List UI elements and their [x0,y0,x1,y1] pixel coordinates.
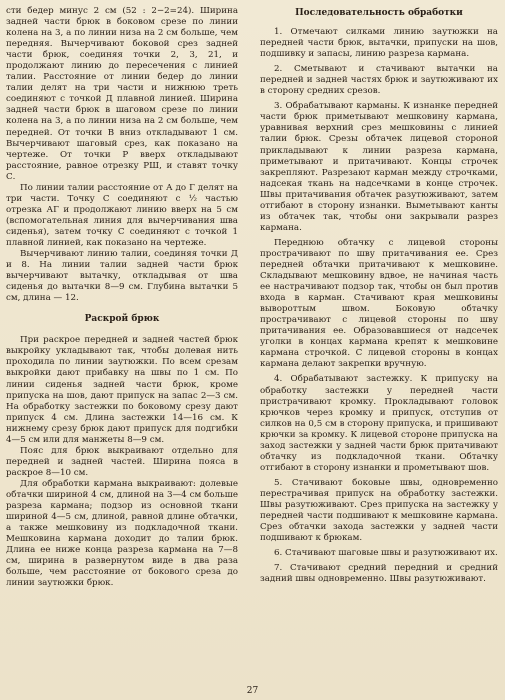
step-4: 4. Обрабатывают застежку. К припуску на обработку застежки у передней части пристрачивают кромку. Прокладывают головок крючков через кромку и припуск, отступив от силков на 0,5 см в сторону припуска, и пришивают крючки за кромку. К лицевой стороне припуска на заход застежки у задней части брюк притачивают обтачку из подкладочной ткани. Обтачку отгибают в сторону изнанки и прометывают шов. [260,374,498,473]
section-heading-cutting: Раскрой брюк [84,314,160,325]
step-3-continued: Переднюю обтачку с лицевой стороны прострачивают по шву притачивания ее. Срез передней обтачки притачивают к мешковине. Складывают мешковину вдвое, не начиная часть ее настрачивают подзор так, чтобы он был против входа в карман. Стачивают края мешковины вывороттым швом. Боковую обтачку прострачивают с лицевой стороны по шву притачивания ее. Образовавшиеся от надсечек уголки в концах кармана крепят к мешковине карманa строчкой. С лицевой стороны в концах кармана делают закрепки вручную. [260,237,498,370]
left-paragraph-2: По линии талии расстояние от А до Г делят на три части. Точку С соединяют с ½ частью отрезка АГ и продолжают линию вверх на 5 см (вспомогательная линия для вычерчивания шва сиденья), затем точку С соединяют с точкой 1 плавной линией, как показано на чертеже. [6,182,238,248]
left-paragraph-5: Пояс для брюк выкраивают отдельно для передней и задней частей. Ширина пояса в раскрое 8—10 см. [6,445,238,478]
left-paragraph-3: Вычерчивают линию талии, соединяя точки Д и 8. На линии талии задней части брюк вычерчивают вытачку, откладывая от шва сиденья до вытачки 8—9 см. Глубина вытачки 5 см, длина — 12. [6,249,238,304]
right-column [260,6,498,585]
step-3: 3. Обрабатывают карманы. К изнанке передней части брюк приметывают мешковину кармана, уравнивая верхний срез мешковины с линией талии брюк. Срезы обтачек лицевой стороной прикладывают к линии разреза кармана, приметывают и притачивают. Концы строчек закрепляют. Разрезают карман между строчками, надсекая ткань на надсечками в конце строчек. Швы притачивания обтачек разутюживают, затем отгибают в сторону изнанки. Выметывают канты из обтачек так, чтобы они закрывали разрез кармана. [260,101,498,233]
step-1: 1. Отмечают силками линию заутюжки на передней части брюк, вытачки, припуски на шов, подшивку и запасы, линию разреза кармана. [260,27,498,60]
step-5: 5. Стачивают боковые швы, одновременно перестрачивая припуск на обработку застежки. Швы разутюживают. Срез припуска на застежку у передней части подшивают к мешковине кармана. Срез обтачки захода застежки у задней части подшивают к брюкам. [260,477,498,544]
left-paragraph-6: Для обработки кармана выкраивают: долевые обтачки шириной 4 см, длиной на 3—4 см больше разреза кармана; подзор из основной ткани шириной 4—5 см, длиной, равной длине обтачки, а также мешковину из подкладочной ткани. Мешковина кармана доходит до талии брюк. Длина ее ниже конца разреза кармана на 7—8 см, ширина в развернутом виде в два раза больше, чем расстояние от бокового среза до линии заутюжки брюк. [6,478,238,589]
step-6: 6. Стачивают шаговые швы и разутюживают их. [274,548,498,559]
left-paragraph-1: сти бедер минус 2 см (52 : 2−2=24). Ширина задней части брюк в боковом срезе по линии колена на 3, а по линии низа на 2 см больше, чем передняя. Вычерчивают боковой срез задней части брюк, соединяя точки 2, 3, 21, и продолжают линию до пересечения с линией талии. Расстояние от линии бедер до линии талии делят на три части и нижнюю треть соединяют с точкой Д плавной линией. Ширина задней части брюк в шаговом срезе по линии колена на 3, а по линии низа на 2 см больше, чем передней. От точки В вниз откладывают 1 см. Вычерчивают шаговый срез, как показано на чертеже. От точки Р вверх откладывают расстояние, равное отрезку РШ, и ставят точку С. [6,6,238,182]
section-heading-sequence: Последовательность обработки [295,8,463,18]
left-paragraph-4: При раскрое передней и задней частей брюк выкройку укладывают так, чтобы долевая нить проходила по линии заутюжки. По всем срезам выкройки дают прибавку на швы по 1 см. По линии сиденья задней части брюк, кроме припуска на шов, дают припуск на запас 2—3 см. На обработку застежки по боковому срезу дают припуск 4 см. Длина застежки 14—16 см. К нижнему срезу брюк дают припуск для подгибки 4—5 см или для манжеты 8—9 см. [6,335,238,445]
step-7: 7. Стачивают средний передний и средний задний швы одновременно. Швы разутюживают. [260,563,498,585]
left-column [6,6,238,589]
step-2: 2. Сметывают и стачивают вытачки на передней и задней частях брюк и заутюживают их в сторону средних срезов. [260,64,498,97]
page-number: 27 [246,686,259,696]
